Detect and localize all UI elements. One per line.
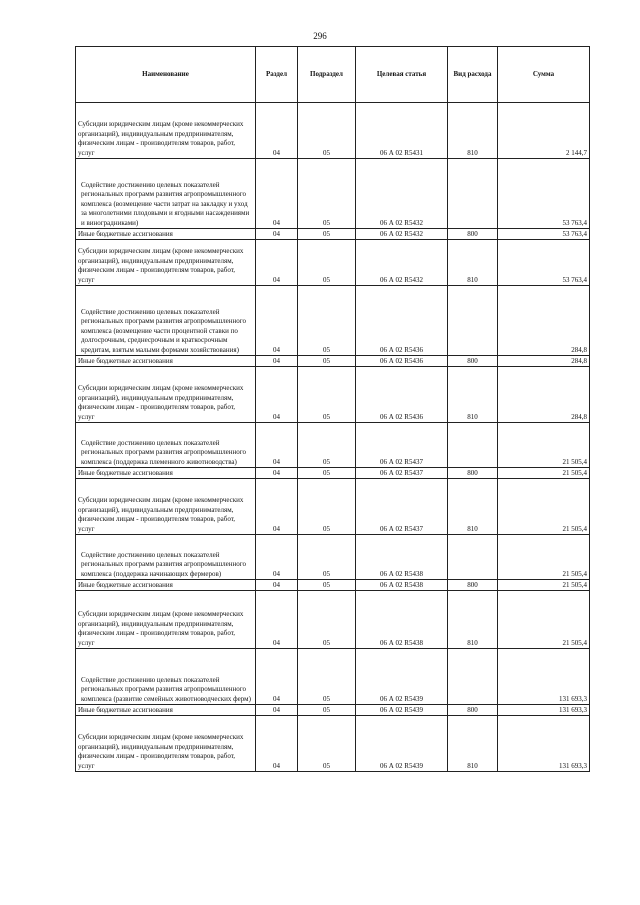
subsection-cell: 05 [298,591,356,649]
budget-table [75,46,590,772]
subsection-cell: 05 [298,240,356,286]
table-row [76,705,590,716]
target-cell: 06 А 02 R5432 [356,229,448,240]
target-cell: 06 А 02 R5437 [356,423,448,468]
expense-type-cell: 810 [448,716,498,772]
subsection-cell: 05 [298,580,356,591]
section-cell: 04 [256,103,298,159]
name-cell: Субсидии юридическим лицам (кроме некоммерческих организаций), индивидуальным предпринимателям, физическим лицам - производителям товаров, работ, услуг [76,591,256,649]
name-cell: Содействие достижению целевых показателей региональных программ развития агропромышленного комплекса (возмещение части затрат на закладку и уход за многолетними плодовыми и ягодными насаждениями и виноградниками) [76,159,256,229]
name-cell: Иные бюджетные ассигнования [76,229,256,240]
table-row [76,591,590,649]
expense-type-cell: 810 [448,367,498,423]
table-row [76,479,590,535]
section-cell: 04 [256,479,298,535]
expense-type-cell: 810 [448,103,498,159]
subsection-cell: 05 [298,479,356,535]
target-cell: 06 А 02 R5439 [356,705,448,716]
target-cell: 06 А 02 R5437 [356,479,448,535]
table-row [76,229,590,240]
section-cell: 04 [256,705,298,716]
subsection-cell: 05 [298,286,356,356]
section-cell: 04 [256,535,298,580]
page-number: 296 [313,31,327,41]
table-row [76,535,590,580]
section-cell: 04 [256,286,298,356]
name-cell: Иные бюджетные ассигнования [76,580,256,591]
name-cell: Иные бюджетные ассигнования [76,468,256,479]
target-cell: 06 А 02 R5438 [356,535,448,580]
table-row [76,367,590,423]
table-row [76,103,590,159]
section-cell: 04 [256,580,298,591]
sum-cell: 131 693,3 [498,649,590,705]
target-cell: 06 А 02 R5437 [356,468,448,479]
table-row [76,649,590,705]
expense-type-cell: 800 [448,356,498,367]
name-cell: Иные бюджетные ассигнования [76,356,256,367]
name-cell: Субсидии юридическим лицам (кроме некоммерческих организаций), индивидуальным предпринимателям, физическим лицам - производителям товаров, работ, услуг [76,240,256,286]
sum-cell: 53 763,4 [498,240,590,286]
expense-type-cell [448,423,498,468]
header-target: Целевая статья [356,47,448,103]
target-cell: 06 А 02 R5432 [356,159,448,229]
subsection-cell: 05 [298,423,356,468]
section-cell: 04 [256,367,298,423]
sum-cell: 21 505,4 [498,468,590,479]
name-cell: Содействие достижению целевых показателей региональных программ развития агропромышленного комплекса (поддержка племенного животноводства) [76,423,256,468]
subsection-cell: 05 [298,103,356,159]
section-cell: 04 [256,229,298,240]
sum-cell: 131 693,3 [498,705,590,716]
header-sum: Сумма [498,47,590,103]
table-row [76,356,590,367]
target-cell: 06 А 02 R5436 [356,367,448,423]
table-row [76,423,590,468]
header-name: Наименование [76,47,256,103]
sum-cell: 21 505,4 [498,591,590,649]
target-cell: 06 А 02 R5439 [356,649,448,705]
expense-type-cell [448,286,498,356]
name-cell: Субсидии юридическим лицам (кроме некоммерческих организаций), индивидуальным предпринимателям, физическим лицам - производителям товаров, работ, услуг [76,103,256,159]
sum-cell: 53 763,4 [498,159,590,229]
name-cell: Субсидии юридическим лицам (кроме некоммерческих организаций), индивидуальным предпринимателям, физическим лицам - производителям товаров, работ, услуг [76,716,256,772]
section-cell: 04 [256,649,298,705]
name-cell: Содействие достижению целевых показателей региональных программ развития агропромышленного комплекса (поддержка начинающих фермеров) [76,535,256,580]
sum-cell: 53 763,4 [498,229,590,240]
target-cell: 06 А 02 R5438 [356,580,448,591]
table-header-row [76,47,590,103]
section-cell: 04 [256,159,298,229]
table-row [76,468,590,479]
subsection-cell: 05 [298,229,356,240]
expense-type-cell: 800 [448,580,498,591]
section-cell: 04 [256,591,298,649]
subsection-cell: 05 [298,716,356,772]
target-cell: 06 А 02 R5431 [356,103,448,159]
sum-cell: 131 693,3 [498,716,590,772]
section-cell: 04 [256,468,298,479]
sum-cell: 284,8 [498,356,590,367]
header-section: Раздел [256,47,298,103]
name-cell: Содействие достижению целевых показателей региональных программ развития агропромышленного комплекса (развитие семейных животноводческих ферм) [76,649,256,705]
table-row [76,159,590,229]
name-cell: Содействие достижению целевых показателей региональных программ развития агропромышленного комплекса (возмещение части процентной ставки по долгосрочным, среднесрочным и краткосрочным кредитам, взятым малыми формами хозяйствования) [76,286,256,356]
header-subsection: Подраздел [298,47,356,103]
table-row [76,240,590,286]
target-cell: 06 А 02 R5436 [356,286,448,356]
table-row [76,286,590,356]
target-cell: 06 А 02 R5439 [356,716,448,772]
section-cell: 04 [256,356,298,367]
sum-cell: 284,8 [498,286,590,356]
subsection-cell: 05 [298,356,356,367]
expense-type-cell: 800 [448,705,498,716]
sum-cell: 21 505,4 [498,535,590,580]
sum-cell: 21 505,4 [498,479,590,535]
name-cell: Иные бюджетные ассигнования [76,705,256,716]
name-cell: Субсидии юридическим лицам (кроме некоммерческих организаций), индивидуальным предпринимателям, физическим лицам - производителям товаров, работ, услуг [76,479,256,535]
expense-type-cell: 810 [448,591,498,649]
table-row [76,580,590,591]
section-cell: 04 [256,240,298,286]
expense-type-cell [448,159,498,229]
expense-type-cell: 810 [448,240,498,286]
header-expense-type: Вид расхода [448,47,498,103]
sum-cell: 2 144,7 [498,103,590,159]
expense-type-cell: 800 [448,229,498,240]
name-cell: Субсидии юридическим лицам (кроме некоммерческих организаций), индивидуальным предпринимателям, физическим лицам - производителям товаров, работ, услуг [76,367,256,423]
section-cell: 04 [256,716,298,772]
expense-type-cell: 800 [448,468,498,479]
subsection-cell: 05 [298,159,356,229]
sum-cell: 21 505,4 [498,580,590,591]
target-cell: 06 А 02 R5438 [356,591,448,649]
subsection-cell: 05 [298,367,356,423]
subsection-cell: 05 [298,649,356,705]
subsection-cell: 05 [298,535,356,580]
sum-cell: 284,8 [498,367,590,423]
target-cell: 06 А 02 R5436 [356,356,448,367]
subsection-cell: 05 [298,468,356,479]
subsection-cell: 05 [298,705,356,716]
expense-type-cell: 810 [448,479,498,535]
expense-type-cell [448,649,498,705]
table-row [76,716,590,772]
target-cell: 06 А 02 R5432 [356,240,448,286]
sum-cell: 21 505,4 [498,423,590,468]
section-cell: 04 [256,423,298,468]
expense-type-cell [448,535,498,580]
